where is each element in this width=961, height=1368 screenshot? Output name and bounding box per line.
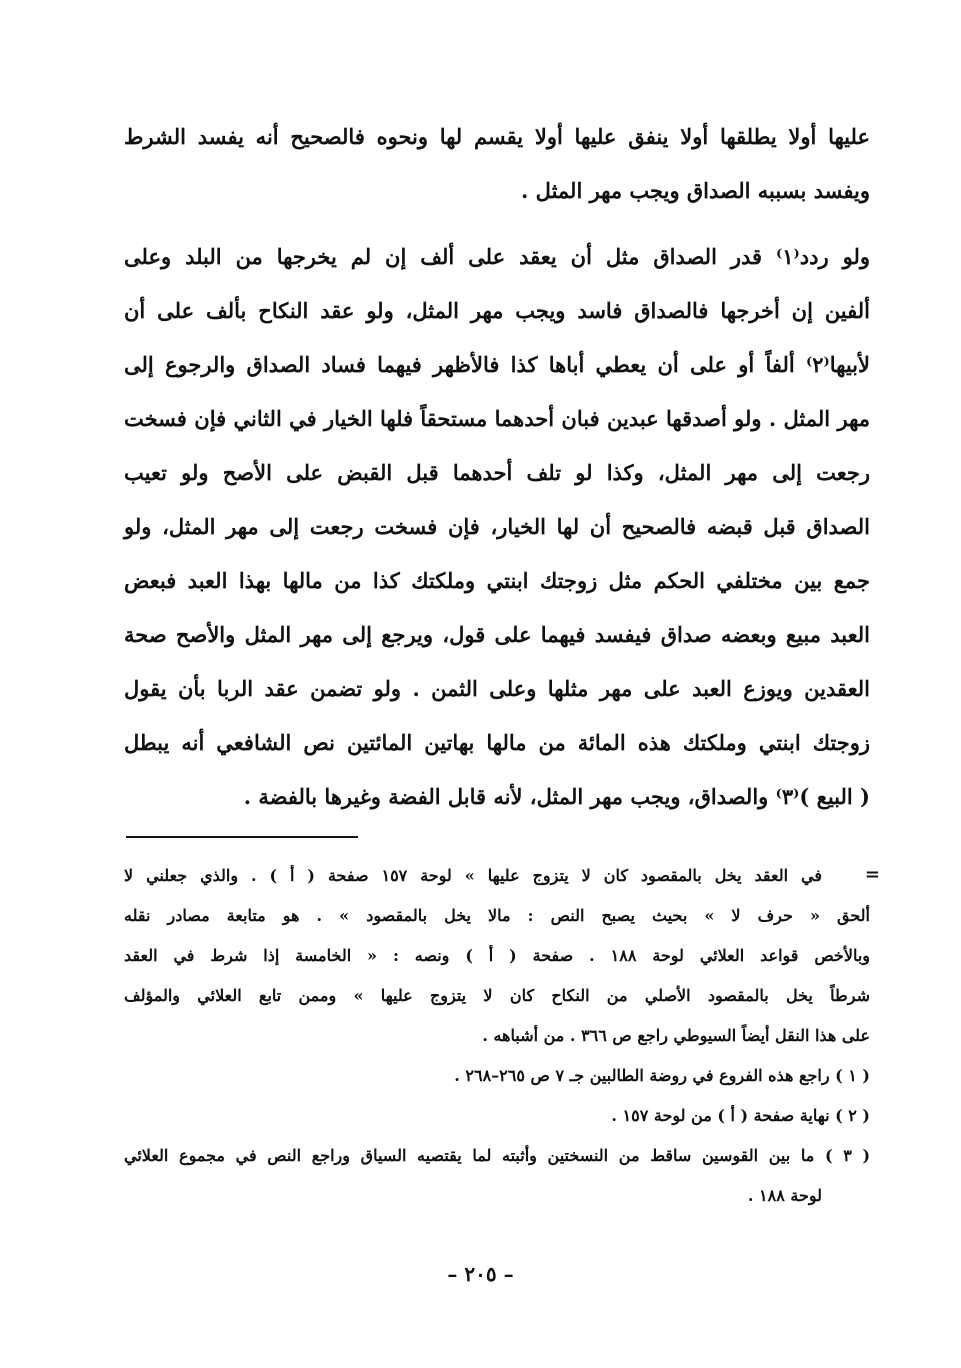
text-line: زوجتك ابنتي وملكتك هذه المائة من مالها بهاتين المائتين نص الشافعي أنه يبطل	[124, 730, 870, 755]
footnote-3: ( ٣ ) ما بين القوسين ساقط من النسختين وأثبته لما يقتصيه السياق وراجع النص في مجموع العلائي	[124, 1146, 871, 1165]
text-line: رجعت إلى مهر المثل، وكذا لو تلف أحدهما قبل القبض على الأصح ولو تعيب	[124, 460, 870, 485]
footnote-continuation-line: على هذا النقل أيضاً السيوطي راجع ص ٣٦٦ . من أشباهه .	[482, 1026, 870, 1045]
text-line: عليها أولا يطلقها أولا ينفق عليها أولا يقسم لها ونحوه فالصحيح أنه يفسد الشرط	[124, 124, 870, 149]
page-number: – ٢٠٥ –	[447, 1262, 514, 1286]
text-line: ( البيع )⁽٣⁾ والصداق، ويجب مهر المثل، لأنه قابل الفضة وغيرها بالفضة .	[243, 784, 870, 809]
text-line: لأبيها⁽٢⁾ ألفاً أو على أن يعطي أباها كذا فالأظهر فيهما فساد الصداق والرجوع إلى	[124, 352, 870, 377]
footnote-continuation-line: وبالأخص قواعد العلائي لوحة ١٨٨ . صفحة ( أ ) ونصه : « الخامسة إذا شرط في العقد	[124, 946, 871, 965]
text-line: العقدين ويوزع العبد على مهر مثلها وعلى الثمن . ولو تضمن عقد الربا بأن يقول	[124, 676, 870, 701]
footnote-1: ( ١ ) راجع هذه الفروع في روضة الطالبين جـ ٧ ص ٢٦٥–٢٦٨ .	[454, 1066, 870, 1085]
text-line: مهر المثل . ولو أصدقها عبدين فبان أحدهما مستحقاً فلها الخيار في الثاني فإن فسخت	[124, 406, 870, 431]
footnote-2: ( ٢ ) نهاية صفحة ( أ ) من لوحة ١٥٧ .	[611, 1106, 870, 1125]
continuation-marker: =	[864, 864, 880, 885]
text-line: ألفين إن أخرجها فالصداق فاسد ويجب مهر المثل، ولو عقد النكاح بألف على أن	[124, 298, 870, 323]
footnote-continuation-line: شرطاً يخل بالمقصود الأصلي من النكاح كان لا يتزوج عليها » وممن تابع العلائي والمؤلف	[124, 986, 870, 1005]
text-line: ولو ردد⁽١⁾ قدر الصداق مثل أن يعقد على ألف إن لم يخرجها من البلد وعلى	[124, 244, 870, 269]
main-text	[124, 113, 870, 827]
text-line: العبد مبيع وبعضه صداق فيفسد فيهما على قول، ويرجع إلى مهر المثل والأصح صحة	[124, 622, 870, 647]
footnote-separator	[126, 836, 358, 838]
footnote-continuation-line: ألحق « حرف لا » بحيث يصبح النص : مالا يخل بالمقصود » . هو متابعة مصادر نقله	[124, 906, 870, 925]
text-line: الصداق قبل قبضه فالصحيح أن لها الخيار، فإن فسخت رجعت إلى مهر المثل، ولو	[124, 514, 870, 539]
text-line: ويفسد بسببه الصداق ويجب مهر المثل .	[521, 178, 870, 203]
text-line: جمع بين مختلفي الحكم مثل زوجتك ابنتي وملكتك كذا من مالها بهذا العبد فبعض	[124, 568, 870, 593]
footnote-3-continuation: لوحة ١٨٨ .	[747, 1186, 822, 1205]
footnotes	[124, 858, 880, 1218]
footnote-continuation-line: في العقد يخل بالمقصود كان لا يتزوج عليها » لوحة ١٥٧ صفحة ( أ ) . والذي جعلني لا	[124, 866, 822, 885]
